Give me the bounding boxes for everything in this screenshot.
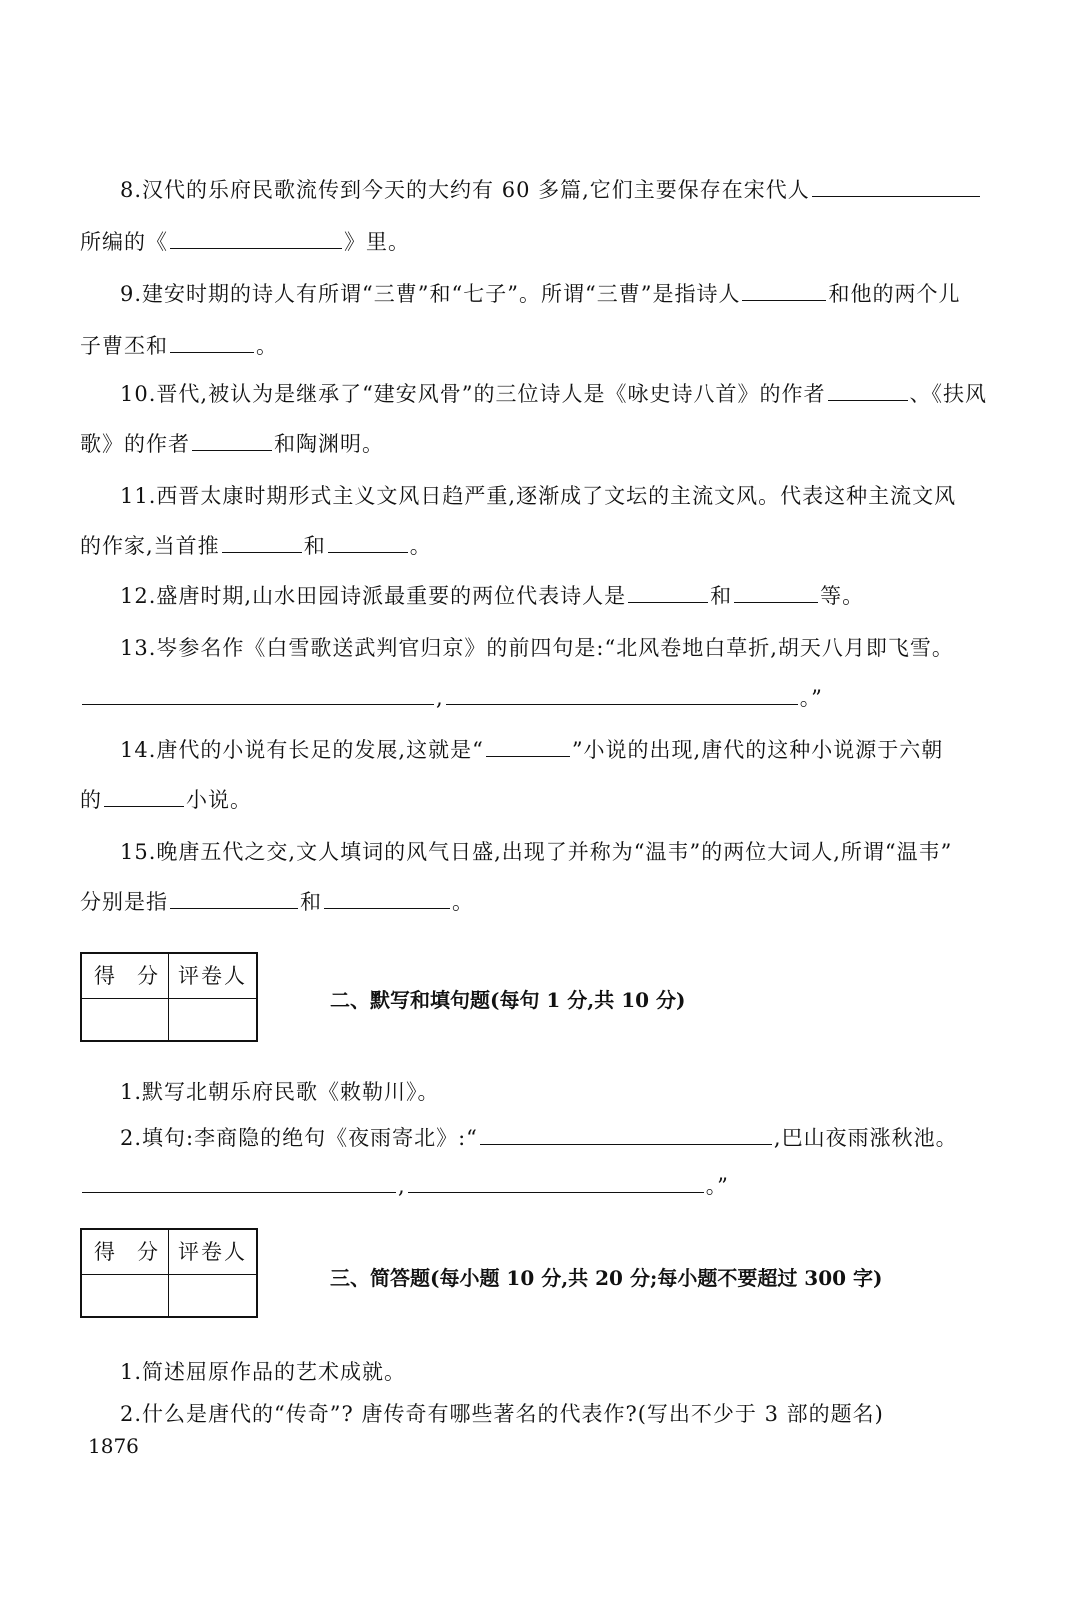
question-10-text: 、《扶风 xyxy=(909,382,988,406)
question-14-text: 的 xyxy=(80,788,102,812)
score-label: 得 分 xyxy=(94,964,160,988)
question-8-line-1 xyxy=(120,174,1000,206)
answer-blank[interactable] xyxy=(328,532,408,553)
question-14-line-2 xyxy=(80,784,1000,816)
answer-blank[interactable] xyxy=(480,1124,772,1145)
question-15-text: 分别是指 xyxy=(80,890,168,914)
section-2-title: 二、默写和填句题(每句 1 分,共 10 分) xyxy=(330,988,686,1012)
score-table xyxy=(80,1228,258,1318)
question-15-line-2 xyxy=(80,886,1000,918)
question-11-text: 和 xyxy=(303,534,326,558)
question-15-text: 。 xyxy=(452,890,474,914)
question-11-line-2 xyxy=(80,530,1000,562)
section-3-title: 三、简答题(每小题 10 分,共 20 分;每小题不要超过 300 字) xyxy=(330,1266,883,1290)
question-12-text: 和 xyxy=(710,584,733,608)
question-14-text: 小说。 xyxy=(186,788,252,812)
section-3-question-2: 2.什么是唐代的“传奇”? 唐传奇有哪些著名的代表作?(写出不少于 3 部的题名) xyxy=(120,1402,884,1426)
question-11-text: 11.西晋太康时期形式主义文风日趋严重,逐渐成了文坛的主流文风。代表这种主流文风 xyxy=(120,484,957,508)
question-13-text: , xyxy=(436,686,444,710)
answer-blank[interactable] xyxy=(170,888,298,909)
question-13-line-1 xyxy=(120,632,1000,664)
question-14-text: ”小说的出现,唐代的这种小说源于六朝 xyxy=(571,738,944,762)
section-3-question-1: 1.简述屈原作品的艺术成就。 xyxy=(120,1360,407,1384)
score-label: 得 分 xyxy=(94,1240,160,1264)
question-10-line-2 xyxy=(80,428,1000,460)
section-2-question-2-line-2: , 。” xyxy=(80,1170,1000,1202)
section-2-question-1: 1.默写北朝乐府民歌《敕勒川》。 xyxy=(120,1080,440,1104)
page-number: 1876 xyxy=(88,1434,139,1458)
question-14-text: 14.唐代的小说有长足的发展,这就是“ xyxy=(120,738,484,762)
question-15-text: 15.晚唐五代之交,文人填词的风气日盛,出现了并称为“温韦”的两位大词人,所谓“温韦” xyxy=(120,840,953,864)
score-table xyxy=(80,952,258,1042)
grader-label: 评卷人 xyxy=(178,1240,247,1264)
answer-blank[interactable] xyxy=(170,332,254,353)
question-9-text: 子曹丕和 xyxy=(80,334,168,358)
answer-blank[interactable] xyxy=(628,582,708,603)
grader-label: 评卷人 xyxy=(178,964,247,988)
answer-blank[interactable] xyxy=(222,532,302,553)
answer-blank[interactable] xyxy=(82,1172,396,1193)
question-10-text: 10.晋代,被认为是继承了“建安风骨”的三位诗人是《咏史诗八首》的作者 xyxy=(120,382,826,406)
answer-blank[interactable] xyxy=(104,786,184,807)
question-8-text: 所编的《 xyxy=(80,230,168,254)
question-15-line-1 xyxy=(120,836,1000,868)
answer-blank[interactable] xyxy=(170,228,342,249)
answer-blank[interactable] xyxy=(734,582,818,603)
question-11-line-1 xyxy=(120,480,1000,512)
answer-blank[interactable] xyxy=(192,430,272,451)
question-9-text: 9.建安时期的诗人有所谓“三曹”和“七子”。所谓“三曹”是指诗人 xyxy=(120,282,741,306)
question-9-line-2 xyxy=(80,330,1000,362)
question-14-line-1 xyxy=(120,734,1000,766)
question-10-line-1 xyxy=(120,378,1000,410)
answer-blank[interactable] xyxy=(408,1172,704,1193)
answer-blank[interactable] xyxy=(828,380,908,401)
question-13-text: 。” xyxy=(799,686,823,710)
section-2-question-2-line-1: 2.填句:李商隐的绝句《夜雨寄北》:“ ,巴山夜雨涨秋池。 xyxy=(120,1126,958,1150)
question-8-text: 》里。 xyxy=(344,230,410,254)
answer-blank[interactable] xyxy=(486,736,570,757)
question-12-line-1 xyxy=(120,580,1000,612)
question-10-text: 和陶渊明。 xyxy=(274,432,384,456)
question-9-text: 。 xyxy=(256,334,278,358)
question-13-line-2 xyxy=(80,682,1000,714)
answer-blank[interactable] xyxy=(82,684,434,705)
question-15-text: 和 xyxy=(300,890,322,914)
answer-blank[interactable] xyxy=(812,176,980,197)
answer-blank[interactable] xyxy=(324,888,450,909)
question-8-line-2 xyxy=(80,226,1000,258)
question-13-text: 13.岑参名作《白雪歌送武判官归京》的前四句是:“北风卷地白草折,胡天八月即飞雪。 xyxy=(120,636,954,660)
question-8-text: 8.汉代的乐府民歌流传到今天的大约有 60 多篇,它们主要保存在宋代人 xyxy=(120,178,810,202)
answer-blank[interactable] xyxy=(446,684,798,705)
question-12-text: 等。 xyxy=(820,584,865,608)
question-10-text: 歌》的作者 xyxy=(80,432,190,456)
question-12-text: 12.盛唐时期,山水田园诗派最重要的两位代表诗人是 xyxy=(120,584,627,608)
question-11-text: 的作家,当首推 xyxy=(80,534,220,558)
question-9-text: 和他的两个儿 xyxy=(828,282,961,306)
answer-blank[interactable] xyxy=(742,280,826,301)
question-9-line-1 xyxy=(120,278,1000,310)
question-11-text: 。 xyxy=(409,534,432,558)
